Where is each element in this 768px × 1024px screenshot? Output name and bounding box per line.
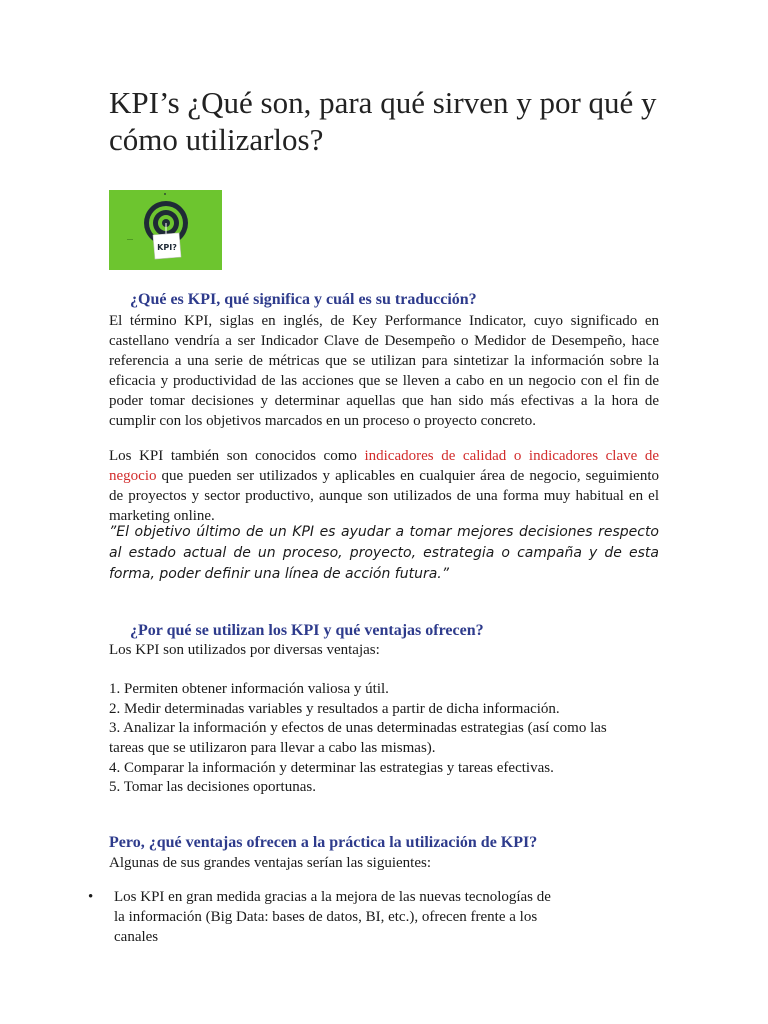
bullet-text: Los KPI en gran medida gracias a la mejora de las nuevas tecnologías de la información (Big Data: bases de datos, BI, etc.), ofrecen frente a los canales: [114, 889, 551, 945]
kpi-label: KPI?: [157, 243, 177, 252]
page-title: KPI’s ¿Qué son, para qué sirven y por qué y cómo utilizarlos?: [109, 85, 657, 157]
section2-intro: Los KPI son utilizados por diversas ventajas:: [109, 642, 380, 658]
list-item: 3. Analizar la información y efectos de unas determinadas estrategias (así como las tareas que se utilizaron para llevar a cabo las mismas).: [109, 720, 607, 756]
kpi-hero-image: [109, 190, 222, 270]
bullet-dot-icon: •: [88, 889, 94, 905]
list-item: 4. Comparar la información y determinar las estrategias y tareas efectivas.: [109, 760, 554, 776]
section-heading-advantages: Pero, ¿qué ventajas ofrecen a la práctica la utilización de KPI?: [109, 834, 538, 851]
link-quality-indicators[interactable]: indicadores de calidad o indicadores clave de negocio: [109, 448, 659, 484]
quote-objective: ”El objetivo último de un KPI es ayudar a tomar mejores decisiones respecto al estado actual de un proceso, proyecto, estrategia o campaña y de esta forma, poder definir una línea de acción futura.”: [109, 524, 659, 582]
section-heading-what-is-kpi: ¿Qué es KPI, qué significa y cuál es su traducción?: [130, 291, 477, 308]
section3-intro: Algunas de sus grandes ventajas serían las siguientes:: [109, 855, 432, 871]
paragraph-also-known-after: que pueden ser utilizados y aplicables en cualquier área de negocio, seguimiento de proyectos y sector productivo, aunque son utilizados de una forma muy habitual en el marketing online.: [109, 468, 659, 524]
paragraph-also-known: [109, 446, 659, 526]
list-item: 2. Medir determinadas variables y resultados a partir de dicha información.: [109, 701, 560, 717]
paragraph-also-known-before: Los KPI también son conocidos como: [109, 448, 365, 464]
section-heading-why-use-kpi: ¿Por qué se utilizan los KPI y qué ventajas ofrecen?: [130, 622, 484, 639]
list-item: 5. Tomar las decisiones oportunas.: [109, 779, 316, 795]
kpi-target-icon: [109, 190, 222, 270]
paragraph-definition: El término KPI, siglas en inglés, de Key Performance Indicator, cuyo significado en castellano vendría a ser Indicador Clave de Desempeño o Medidor de Desempeño, hace referencia a una serie de métricas que se utilizan para sintetizar la información sobre la eficacia y productividad de las acciones que se lleven a cabo en un negocio con el fin de poder tomar decisiones y determinar aquellas que han sido más efectivas a la hora de cumplir con los objetivos marcados en un proceso o proyecto concreto.: [109, 313, 659, 429]
list-item: 1. Permiten obtener información valiosa y útil.: [109, 681, 389, 697]
